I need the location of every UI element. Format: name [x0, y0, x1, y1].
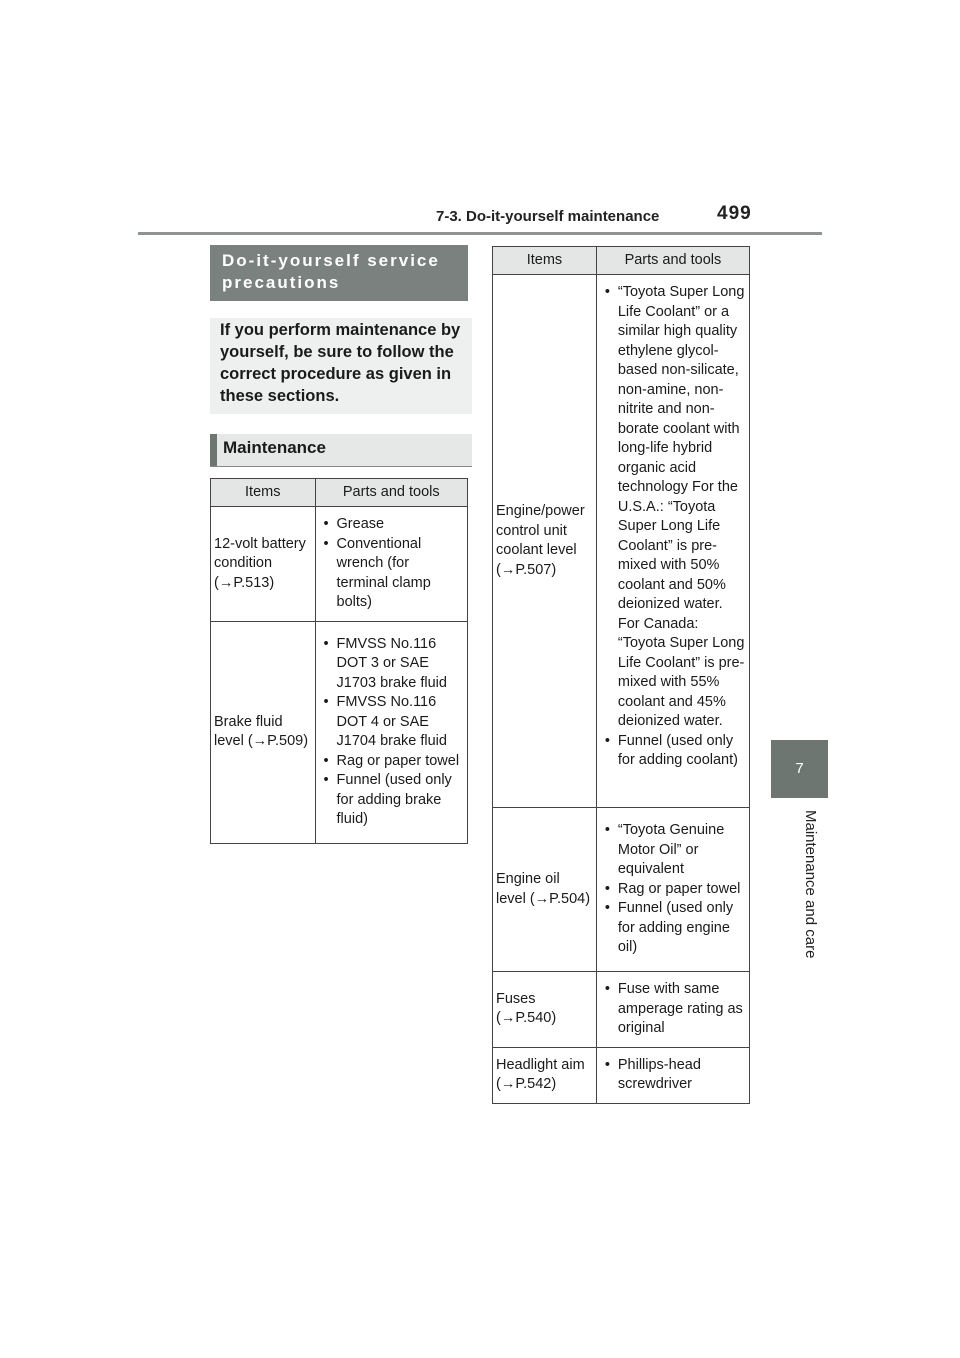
item-cell: Engine/power control unit coolant level (→P.507) [493, 275, 597, 808]
parts-cell [315, 621, 467, 843]
table-row [493, 808, 750, 972]
precautions-heading-bar [210, 245, 468, 301]
column-header-parts: Parts and tools [596, 247, 749, 275]
table-row [211, 621, 468, 843]
list-item: • Funnel (used only for adding engine oil) [603, 899, 746, 958]
chapter-tab[interactable]: 7 [771, 740, 828, 798]
header-divider [138, 232, 822, 235]
table-row [493, 275, 750, 808]
item-cell: 12-volt battery condition (→P.513) [211, 507, 316, 622]
maintenance-table-left [210, 478, 468, 844]
chapter-tab-label: Maintenance and care [802, 810, 819, 959]
maintenance-heading-bar [210, 434, 472, 466]
item-cell: Headlight aim (→P.542) [493, 1047, 597, 1103]
section-title: 7-3. Do-it-yourself maintenance [436, 208, 660, 225]
list-item: • Rag or paper towel [322, 752, 464, 772]
item-cell: Fuses (→P.540) [493, 972, 597, 1048]
intro-box [210, 318, 472, 414]
parts-cell [596, 972, 749, 1048]
table-header-row [211, 479, 468, 507]
column-header-items: Items [493, 247, 597, 275]
list-item: • Grease [322, 515, 464, 535]
list-item: • Fuse with same amperage rating as original [603, 980, 746, 1039]
table-header-row [493, 247, 750, 275]
table-row [493, 1047, 750, 1103]
intro-text: If you perform maintenance by yourself, be sure to follow the correct procedure as given in these sections. [220, 321, 461, 405]
parts-cell [596, 808, 749, 972]
precautions-heading [222, 250, 440, 294]
list-item: • “Toyota Genuine Motor Oil” or equivalent [603, 821, 746, 880]
item-cell: Engine oil level (→P.504) [493, 808, 597, 972]
page-number: 499 [717, 203, 752, 224]
table-row [493, 972, 750, 1048]
heading-accent [210, 434, 217, 466]
list-item: • “Toyota Super Long Life Coolant” or a similar high quality ethylene glycol-based non-silicate, non-amine, non-nitrite and non-borate coolant with long-life hybrid organic acid technology For the U.S.A.: “Toyota Super Long Life Coolant” is pre-mixed with 50% coolant and 50% deionized water. For Canada: “Toyota Super Long Life Coolant” is pre-mixed with 55% coolant and 45% deionized water. [603, 283, 746, 732]
maintenance-table-right [492, 246, 750, 1104]
list-item: • Conventional wrench (for terminal clamp bolts) [322, 535, 464, 613]
parts-cell [315, 507, 467, 622]
column-header-items: Items [211, 479, 316, 507]
maintenance-heading: Maintenance [223, 438, 326, 457]
heading-divider [210, 466, 472, 467]
column-header-parts: Parts and tools [315, 479, 467, 507]
list-item: • FMVSS No.116 DOT 3 or SAE J1703 brake fluid [322, 635, 464, 694]
list-item: • Phillips-head screwdriver [603, 1056, 746, 1095]
list-item: • FMVSS No.116 DOT 4 or SAE J1704 brake fluid [322, 693, 464, 752]
table-row [211, 507, 468, 622]
parts-cell [596, 1047, 749, 1103]
precautions-heading-line1: Do-it-yourself service [222, 251, 440, 270]
list-item: • Rag or paper towel [603, 880, 746, 900]
list-item: • Funnel (used only for adding brake fluid) [322, 771, 464, 830]
item-cell: Brake fluid level (→P.509) [211, 621, 316, 843]
precautions-heading-line2: precautions [222, 273, 341, 292]
list-item: • Funnel (used only for adding coolant) [603, 732, 746, 771]
parts-cell [596, 275, 749, 808]
